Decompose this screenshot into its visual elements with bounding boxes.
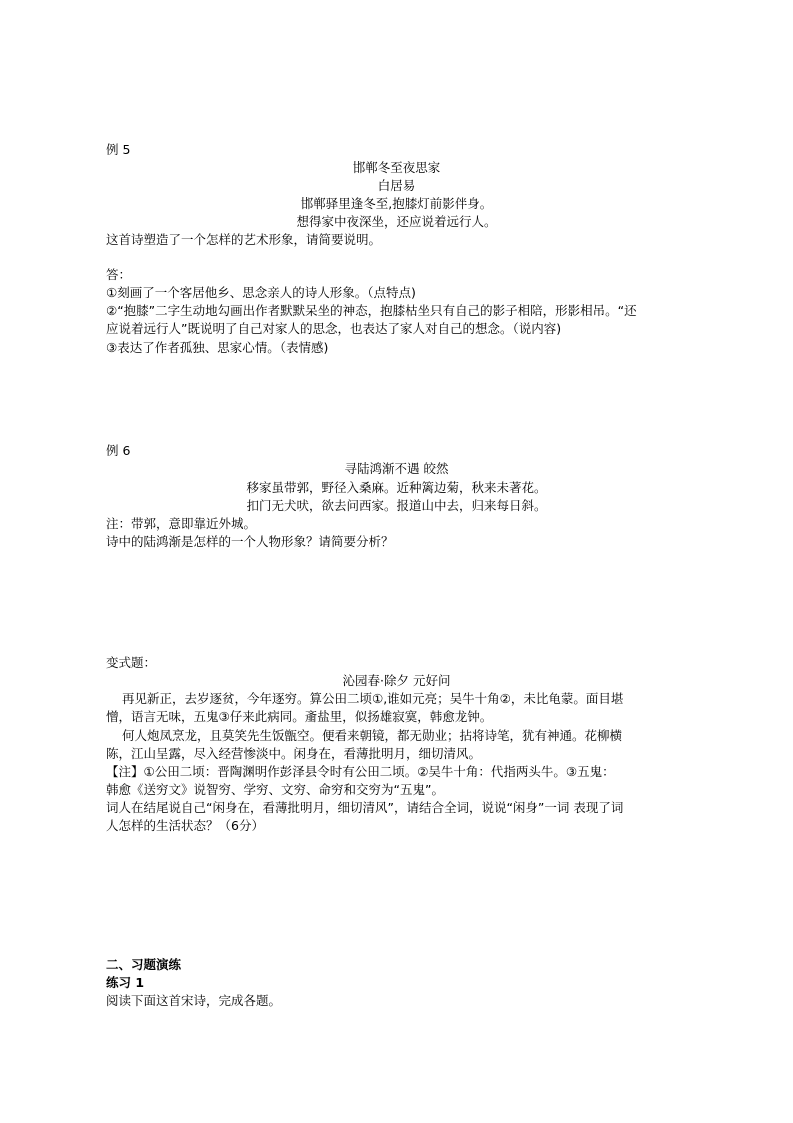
example-6-label: 例 6 bbox=[106, 443, 131, 458]
answer-label: 答： bbox=[106, 267, 132, 282]
poem-line: 移家虽带郭，野径入桑麻。近种篱边菊，秋来未著花。 bbox=[246, 480, 547, 495]
poem-paragraph-cont: 憎，语言无味，五鬼③仔来此病同。齑盐里，似扬雄寂寞，韩愈龙钟。 bbox=[106, 709, 493, 724]
poem-paragraph: 再见新正，去岁逐贫，今年逐穷。算公田二顷①,谁如元亮；吴牛十角②，未比龟蒙。面目堪 bbox=[122, 691, 624, 706]
answer-item: ②“抱膝”二字生动地勾画出作者默默呆坐的神态，抱膝枯坐只有自己的影子相陪，形影相吊。“还 bbox=[106, 303, 637, 318]
note: 注：带郭，意即靠近外城。 bbox=[106, 516, 257, 531]
poem-paragraph-cont: 陈，江山呈露，尽入经营惨淡中。闲身在，看薄批明月，细切清风。 bbox=[106, 746, 482, 761]
question: 词人在结尾说自己“闲身在，看薄批明月，细切清风”，请结合全词，说说“闲身”一词 表现了词 bbox=[106, 800, 624, 815]
question: 这首诗塑造了一个怎样的艺术形象，请简要说明。 bbox=[106, 232, 382, 247]
exercise-label: 练习 1 bbox=[106, 975, 145, 990]
variant-label: 变式题： bbox=[106, 655, 157, 670]
example-5-label: 例 5 bbox=[106, 142, 131, 157]
poem-author: 白居易 bbox=[377, 178, 416, 193]
note-cont: 韩愈《送穷文》说智穷、学穷、文穷、命穷和交穷为“五鬼”。 bbox=[106, 782, 444, 797]
question: 诗中的陆鸿渐是怎样的一个人物形象？请简要分析？ bbox=[106, 534, 394, 549]
question-cont: 人怎样的生活状态？（6分） bbox=[106, 818, 264, 833]
note: 【注】①公田二顷：晋陶渊明作彭泽县令时有公田二顷。②吴牛十角：代指两头牛。③五鬼： bbox=[106, 764, 615, 779]
answer-item-cont: 应说着远行人”既说明了自己对家人的思念，也表达了家人对自己的想念。（说内容) bbox=[106, 321, 562, 336]
poem-title: 沁园春·除夕 元好问 bbox=[342, 673, 451, 688]
poem-title: 寻陆鸿渐不遇 皎然 bbox=[344, 461, 449, 476]
poem-line: 想得家中夜深坐，还应说着远行人。 bbox=[296, 214, 497, 229]
poem-title: 邯郸冬至夜思家 bbox=[352, 160, 441, 175]
section-heading: 二、习题演练 bbox=[106, 957, 182, 972]
poem-line: 邯郸驿里逢冬至,抱膝灯前影伴身。 bbox=[300, 196, 493, 211]
answer-item: ③表达了作者孤独、思家心情。（表情感) bbox=[106, 340, 329, 355]
instruction: 阅读下面这首宋诗，完成各题。 bbox=[106, 993, 282, 1008]
poem-line: 扣门无犬吠，欲去问西家。报道山中去，归来每日斜。 bbox=[246, 498, 547, 513]
poem-paragraph: 何人炮凤烹龙，且莫笑先生饭甑空。便看来朝镜，都无勋业；拈将诗笔，犹有神通。花柳横 bbox=[122, 728, 623, 743]
answer-item: ①刻画了一个客居他乡、思念亲人的诗人形象。（点特点) bbox=[106, 285, 416, 300]
